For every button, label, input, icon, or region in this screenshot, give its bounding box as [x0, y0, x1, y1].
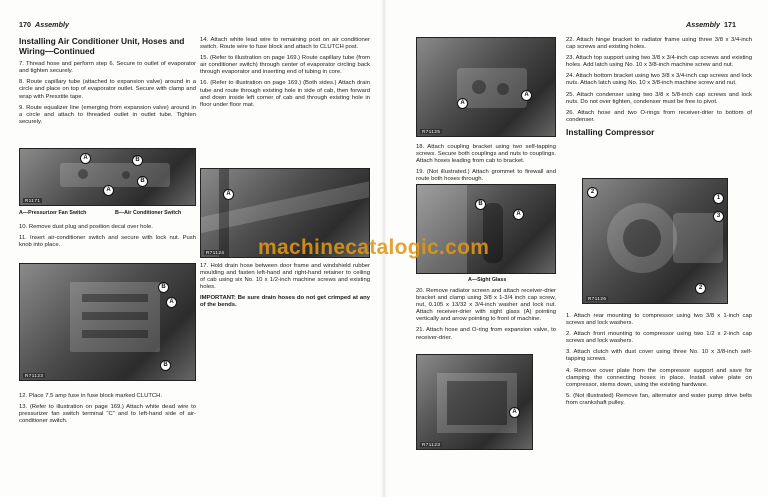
- compressor-heading: Installing Compressor: [566, 126, 655, 137]
- step-25: 25. Attach condenser using two 3/8 x 5/8-inch cap screws and lock nuts. Do not over tighten, condenser must be free to pivot.: [566, 91, 752, 105]
- step-24: 24. Attach bottom bracket using two 3/8 x 3/4-inch cap screws and lock nuts. Attach latch using No. 10 x 3/8-inch machine screw and nut.: [566, 73, 752, 87]
- fig2-callout-b-2: B: [160, 360, 171, 371]
- step-8: 8. Route capillary tube (attached to expansion valve) around in a circle and place on top of evaporator outlet. Secure with clamp and wrap with Presstite tape.: [19, 79, 196, 100]
- fig6-id: R71123: [422, 442, 441, 447]
- step-21: 21. Attach hose and O-ring from expansion valve, to receiver-drier.: [416, 327, 556, 341]
- photo-condenser: [416, 354, 533, 450]
- right-page-header: [686, 20, 736, 29]
- fig3-callout-a: A: [223, 189, 234, 200]
- watermark: machinecatalogic.com: [258, 236, 490, 259]
- fig7-callout-2-b: 2: [695, 283, 706, 294]
- fig6-callout-a: A: [509, 407, 520, 418]
- right-column-2-bottom: [566, 313, 752, 411]
- fig5-callout-b: B: [475, 199, 486, 210]
- right-page-number: 171: [723, 20, 736, 29]
- fig4-callout-a: A: [457, 98, 468, 109]
- left-column-1-bottom: [19, 393, 196, 429]
- photo-compressor: [582, 178, 728, 304]
- fig5-callout-a: A: [513, 209, 524, 220]
- step-23: 23. Attach top support using two 3/8 x 3/4-inch cap screws and existing holes. Add latch using No. 10 x 3/8-inch machine screw and nut.: [566, 55, 752, 69]
- left-column-1-top: [19, 37, 196, 130]
- fig7-callout-2: 2: [587, 187, 598, 198]
- photo-sight-glass: [416, 184, 556, 274]
- compressor-step-2: 2. Attach front mounting to compressor using two 1/2 x 2-inch cap screws and lock washers.: [566, 331, 752, 345]
- compressor-step-1: 1. Attach rear mounting to compressor using two 3/8 x 1-inch cap screws and lock washers.: [566, 313, 752, 327]
- step-14: 14. Attach white lead wire to remaining post on air conditioner switch. Route wire to fuse block and attach to CLUTCH post.: [200, 37, 370, 51]
- fig1-callout-b: B: [132, 155, 143, 166]
- step-18: 18. Attach coupling bracket using two self-tapping screws. Secure both couplings and nuts to couplings. Attach hoses leading from cab to bracket.: [416, 144, 556, 165]
- fig1-callout-a-2: A: [103, 185, 114, 196]
- fig2-callout-b: B: [158, 282, 169, 293]
- fig1-id: R1171: [25, 198, 41, 203]
- left-page-header: [19, 20, 69, 29]
- left-column-2-bottom: [200, 263, 370, 314]
- step-19: 19. (Not illustrated.) Attach grommet to firewall and route both hoses through.: [416, 169, 556, 183]
- step-17: 17. Hold drain hose between door frame and windshield rubber moulding and fasten left-hand and right-hand retainer to ceiling of cab using six No. 10 x 1/2-inch machine screws and existing holes.: [200, 263, 370, 291]
- important-note: IMPORTANT: Be sure drain hoses do not get crimped at any of the bends.: [200, 295, 370, 309]
- step-10: 10. Remove dust plug and position decal over hole.: [19, 224, 153, 230]
- photo-switch-panel: [19, 148, 196, 206]
- left-column-2-top: [200, 37, 370, 113]
- fig1-callout-a: A: [80, 153, 91, 164]
- left-section-title: Assembly: [35, 20, 69, 29]
- right-section-title: Assembly: [686, 20, 720, 29]
- step-16: 16. (Refer to illustration on page 169.) (Both sides.) Attach drain tube and route through existing hole in side of cab, then forward and down inside left corner of cab and through existing hole in floor under floor mat.: [200, 80, 370, 108]
- fig2-id: R71123: [25, 373, 44, 378]
- photo-fuse-block: [19, 263, 196, 381]
- fig7-callout-3: 3: [713, 211, 724, 222]
- fig7-id: R71126: [588, 296, 607, 301]
- left-column-1-mid: [19, 224, 196, 253]
- compressor-step-4: 4. Remove cover plate from the compressor support and save for clamping the connecting hoses in place. Install valve plate on compressor, stems down, using the existing hardware.: [566, 367, 752, 388]
- step-11: 11. Insert air-conditioner switch and secure with lock nut. Push knob into place.: [19, 235, 196, 249]
- step-9: 9. Route equalizer line (emerging from expansion valve) around in a circle and attach to threaded outlet in outlet tube. Tighten securely.: [19, 104, 196, 125]
- step-15: 15. (Refer to illustration on page 169.) Route capillary tube (from air conditioner switch) through center of evaporator circling back through evaporator and inserting end of tubing in core.: [200, 55, 370, 76]
- step-26: 26. Attach hose and two O-rings from receiver-drier to bottom of condenser.: [566, 109, 752, 123]
- right-column-1-bottom: [416, 288, 556, 346]
- photo-coupling-bracket: [416, 37, 556, 137]
- fig7-callout-1: 1: [713, 193, 724, 204]
- step-13: 13. (Refer to illustration on page 169.) Attach white dead wire to pressurizer fan switch terminal “C” and to left-hand side of air-conditioner switch.: [19, 404, 196, 425]
- step-12: 12. Place 7.5 amp fuse in fuse block marked CLUTCH.: [19, 393, 163, 399]
- left-heading: Installing Air Conditioner Unit, Hoses and Wiring—Continued: [19, 36, 185, 56]
- fig4-callout-a-2: A: [521, 90, 532, 101]
- fig2-callout-a: A: [166, 297, 177, 308]
- compressor-step-5: 5. (Not illustrated) Remove fan, alternator and water pump drive belts from crankshaft pulley.: [566, 392, 752, 406]
- compressor-step-3: 3. Attach clutch with dust cover using three No. 10 x 3/8-inch self-tapping screws.: [566, 349, 752, 363]
- fig1-caption-b: B—Air Conditioner Switch: [115, 210, 182, 216]
- fig3-id: R71124: [206, 250, 225, 255]
- right-column-1-top: [416, 144, 556, 187]
- step-7: 7. Thread hose and perform step 6. Secure to outlet of evaporator and tighten securely.: [19, 61, 196, 75]
- fig4-id: R71125: [422, 129, 441, 134]
- fig1-callout-b-2: B: [137, 176, 148, 187]
- fig5-caption: A—Sight Glass: [468, 277, 507, 283]
- right-column-2-top: [566, 37, 752, 143]
- left-page-number: 170: [19, 20, 31, 29]
- fig1-caption-a: A—Pressurizer Fan Switch: [19, 210, 87, 216]
- step-20: 20. Remove radiator screen and attach receiver-drier bracket and clamp using 3/8 x 1-3/4 inch cap screw, nut, 0.105 x 13/32 x 3/4-inch washer and lock nut. Attach receiver-drier with sight glass (A) pointing vertically and arrow pointing to front of machine.: [416, 288, 556, 323]
- step-22: 22. Attach hinge bracket to radiator frame using three 3/8 x 3/4-inch cap screws and existing holes.: [566, 37, 752, 51]
